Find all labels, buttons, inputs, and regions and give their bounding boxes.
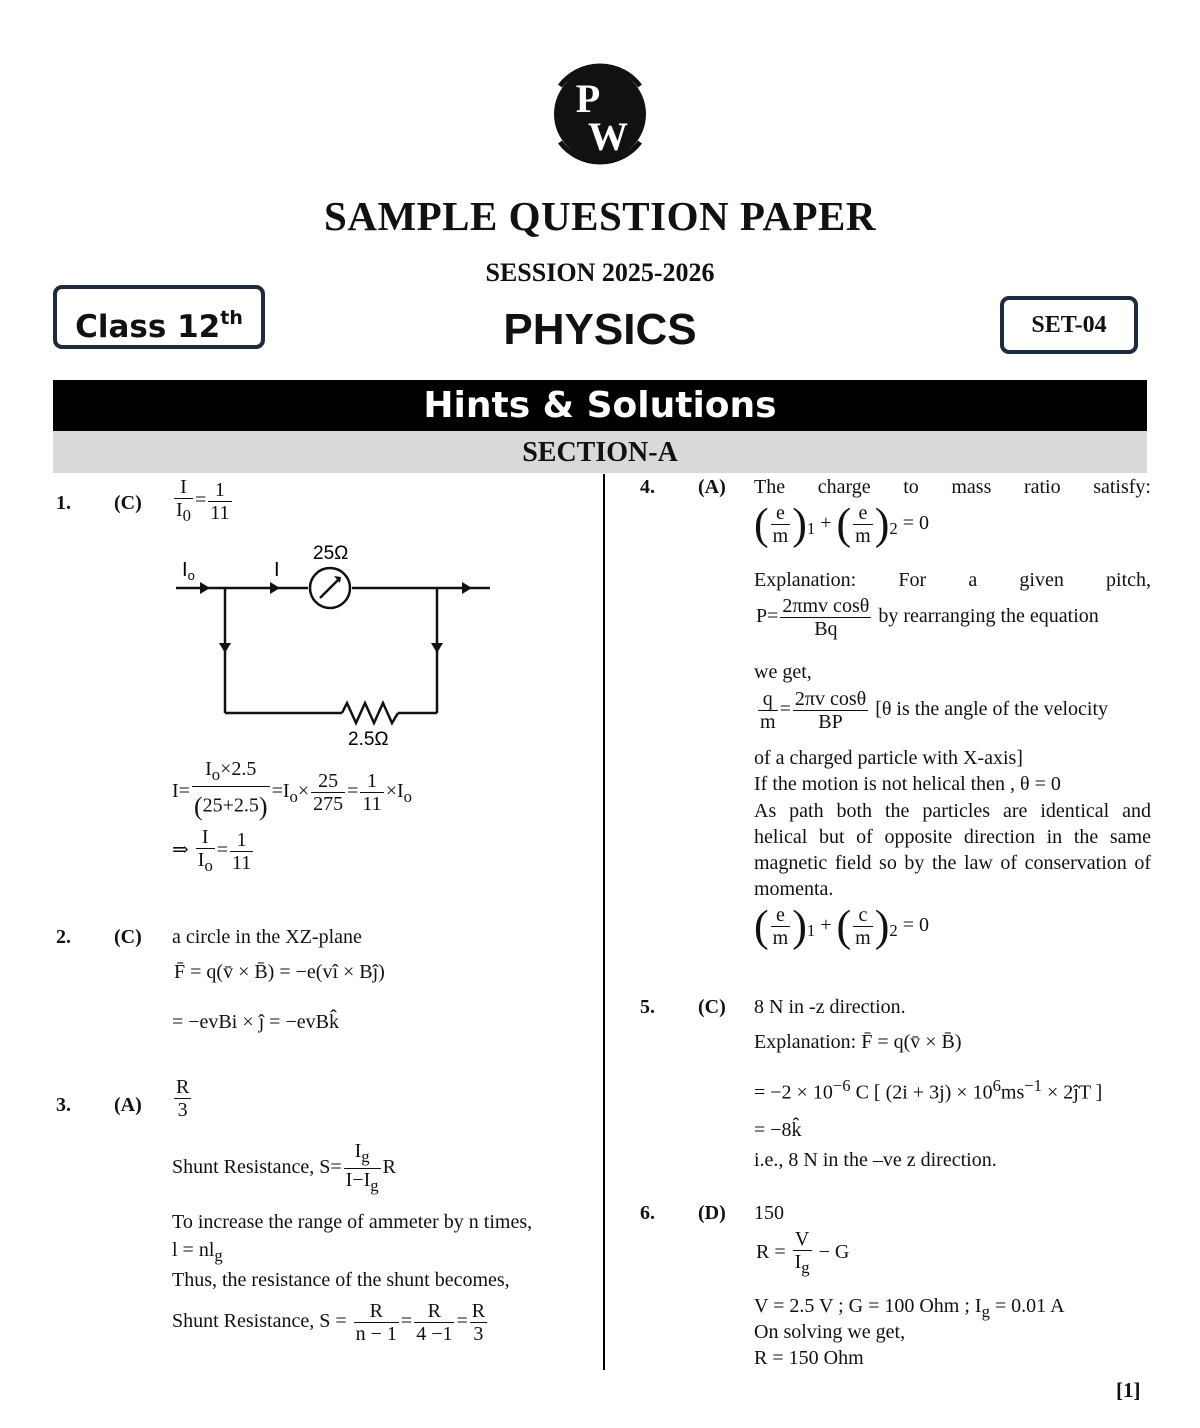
label-shunt-resistance: 2.5Ω — [348, 729, 389, 750]
q6-number: 6. — [640, 1202, 655, 1224]
q4-option: (A) — [698, 476, 726, 498]
q1-equation-2: ⇒ $\frac{I}{I_o}$ = $\frac{1}{11}$ — [172, 826, 252, 875]
q5-equation-1: = $-2 \times 10^{-6}$ C [ $(2i + 3j) \times 10^6ms^{-1}$ × 2ĵT ] — [754, 1076, 1103, 1104]
q4-not-helical: If the motion is not helical then , θ = 0 — [754, 773, 1061, 795]
q6-answer: 150 — [754, 1202, 784, 1224]
label-i: I — [274, 559, 280, 581]
paper-title: SAMPLE QUESTION PAPER — [324, 193, 876, 239]
q5-explanation: Explanation: F̄ = q(v̄ × B̄) — [754, 1031, 962, 1053]
hints-banner: Hints & Solutions — [53, 380, 1147, 431]
q1-circuit-diagram — [170, 538, 500, 758]
session-label: SESSION 2025-2026 — [485, 258, 715, 287]
q4-theta-note-2: of a charged particle with X-axis] — [754, 747, 1023, 769]
q1-option: (C) — [114, 492, 142, 514]
q4-charge-mass-formula: $\frac{q}{m}$ = $\frac{\text{2πv cosθ}}{BP}$ [θ is the angle of the velocity — [760, 688, 1109, 733]
set-badge: SET-04 — [1000, 296, 1138, 354]
q5-number: 5. — [640, 996, 655, 1018]
q6-result: R = 150 Ohm — [754, 1347, 864, 1369]
q5-option: (C) — [698, 996, 726, 1018]
q3-line-1: To increase the range of ammeter by n times, — [172, 1211, 533, 1233]
q5-answer: 8 N in -z direction. — [754, 996, 906, 1018]
q1-equation-1: I= $\frac{I_o\times 2.5}{(25+2.5)}$ $=I_o\times$ $\frac{25}{275}$ = $\frac{1}{11}$ $\times I_o$ — [172, 758, 412, 821]
q6-given-values: V = 2.5 V ; G = 100 Ohm ; $I_g = 0.01$ A — [754, 1295, 1065, 1321]
page-number: [1] — [1116, 1378, 1141, 1402]
section-banner: SECTION-A — [53, 431, 1147, 473]
q4-we-get: we get, — [754, 661, 812, 683]
q3-shunt-formula: Shunt Resistance, S= $\frac{I_g}{I-I_g}$ R — [172, 1140, 396, 1195]
class-badge — [53, 285, 265, 349]
svg-text:P: P — [575, 76, 601, 121]
class-label: Class 12 — [75, 309, 221, 345]
q6-option: (D) — [698, 1202, 726, 1224]
q2-equation-2: = −evBi × ĵ = −evBk̂ — [172, 1011, 339, 1033]
label-galvanometer-resistance: 25Ω — [313, 543, 349, 564]
q3-line-3: Thus, the resistance of the shunt becomes, — [172, 1269, 510, 1291]
q4-answer: The charge to mass ratio satisfy: — [754, 476, 1151, 498]
q2-answer: a circle in the XZ-plane — [172, 926, 362, 948]
column-divider — [603, 474, 605, 1370]
q3-number: 3. — [56, 1094, 71, 1116]
q3-option: (A) — [114, 1094, 142, 1116]
q1-answer: $\frac{I}{I_0}$ = $\frac{1}{11}$ — [176, 476, 230, 525]
class-suffix: th — [220, 307, 243, 329]
pw-logo — [546, 58, 654, 170]
q4-ratio-equation-2: ( $\frac{e}{m}$ )$_1$ + ( $\frac{c}{m}$ )$_2 = 0$ — [754, 901, 929, 951]
label-io: $I_o$ — [182, 559, 195, 583]
q3-line-2: $l = nl_g$ — [172, 1239, 223, 1265]
subject-title: PHYSICS — [503, 305, 697, 354]
q6-formula: R = $\frac{V}{I_g}$ − G — [756, 1228, 850, 1277]
q2-option: (C) — [114, 926, 142, 948]
q2-number: 2. — [56, 926, 71, 948]
q1-number: 1. — [56, 492, 71, 514]
q2-equation-1: F̄ = q(v̄ × B̄) = −e(vî × Bĵ) — [174, 961, 385, 983]
q5-equation-2: = −8k̂ — [754, 1119, 802, 1141]
q4-number: 4. — [640, 476, 655, 498]
q3-shunt-result: Shunt Resistance, S = $\frac{R}{n - 1}$ = $\frac{R}{4 -1}$ = $\frac{R}{3}$ — [172, 1300, 486, 1345]
q3-answer: $\frac{R}{3}$ — [176, 1076, 190, 1121]
q4-ratio-equation-1: ( $\frac{e}{m}$ )$_1$ + ( $\frac{e}{m}$ )$_2 = 0$ — [754, 499, 929, 549]
q6-on-solving: On solving we get, — [754, 1321, 906, 1343]
q4-explanation: Explanation: For a given pitch, — [754, 569, 1152, 591]
svg-text:W: W — [588, 114, 628, 159]
q5-ie: i.e., 8 N in the –ve z direction. — [754, 1149, 997, 1171]
q4-paragraph: As path both the particles are identical and helical but of opposite direction in the same magnetic field so by the law of conservation of momenta. — [754, 800, 1151, 900]
q4-pitch-formula: P= $\frac{\text{2πmv cosθ}}{Bq}$ by rearranging the equation — [756, 595, 1099, 640]
